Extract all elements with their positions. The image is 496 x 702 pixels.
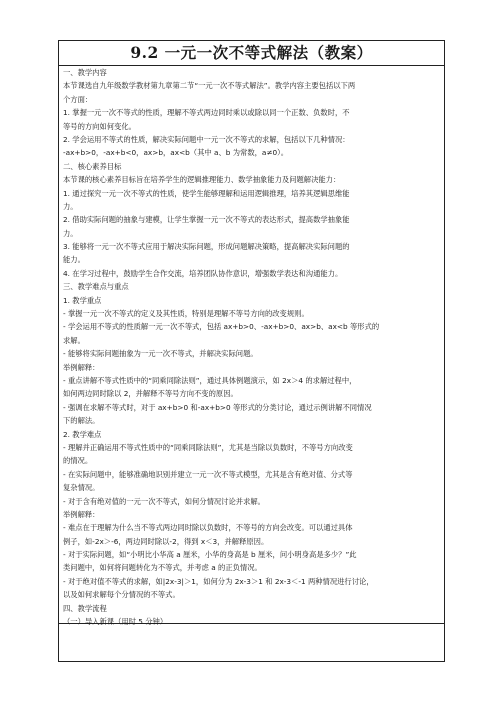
- text-line: - 对于含有绝对值的一元一次不等式，如何分情况讨论并求解。: [63, 496, 265, 506]
- text-line: 本节课的核心素养目标旨在培养学生的逻辑推理能力、数学抽象能力及问题解决能力：: [63, 175, 341, 185]
- text-line: - 难点在于理解为什么当不等式两边同时除以负数时，不等号的方向会改变。可以通过具体: [63, 523, 353, 533]
- document-title: 9.2 一元一次不等式解法（教案）: [130, 43, 373, 62]
- text-line: 举例解释：: [63, 509, 100, 519]
- text-line: 二、核心素养目标: [63, 161, 122, 171]
- text-line: 个方面：: [63, 94, 93, 104]
- text-line: 如何两边同时除以 2，并解释不等号方向不变的原因。: [63, 389, 238, 399]
- text-line: - 对于实际问题，如“小明比小华高 a 厘米，小华的身高是 b 厘米，问小明身高是多少？”此: [63, 550, 357, 560]
- text-line: - 学会运用不等式的性质解一元一次不等式，包括 ax+b>0、-ax+b>0、ax>b、ax<b 等形式的: [63, 322, 380, 332]
- text-line: 求解。: [63, 335, 85, 345]
- text-line: - 重点讲解不等式性质中的“同乘同除法则”，通过具体例题演示，如 2x＞4 的求解过程中，: [63, 375, 357, 385]
- text-line: - 理解并正确运用不等式性质中的“同乘同除法则”，尤其是当除以负数时，不等号方向改变: [63, 442, 353, 452]
- text-line: 1. 教学重点: [63, 295, 102, 305]
- body-cell: [61, 66, 442, 661]
- text-line: 4. 在学习过程中，鼓励学生合作交流，培养团队协作意识，增强数学表达和沟通能力。: [63, 268, 343, 278]
- text-line: 的情况。: [63, 456, 93, 466]
- text-line: - 能够将实际问题抽象为一元一次不等式，并解决实际问题。: [63, 349, 258, 359]
- text-line: 以及如何求解每个分情况的不等式。: [63, 590, 180, 600]
- text-line: 下的解法。: [63, 416, 100, 426]
- text-line: - 掌握一元一次不等式的定义及其性质，特别是理解不等号方向的改变规则。: [63, 309, 309, 319]
- text-line: 1. 通过探究一元一次不等式的性质，使学生能够理解和运用逻辑推理，培养其逻辑思维能: [63, 188, 350, 198]
- lesson-plan-table: [58, 40, 445, 662]
- text-line: 四、教学流程: [63, 603, 107, 613]
- text-line: 2. 学会运用不等式的性质，解决实际问题中一元一次不等式的求解，包括以下几种情况：: [63, 134, 350, 144]
- text-line: -ax+b>0，-ax+b<0，ax>b，ax<b（其中 a、b 为常数，a≠0）。: [63, 148, 289, 158]
- text-line: 能力。: [63, 255, 85, 265]
- text-line: - 在实际问题中，能够准确地识别并建立一元一次不等式模型，尤其是含有绝对值、分式等: [63, 469, 353, 479]
- text-line: 类问题中，如何将问题转化为不等式，并考虑 a 的正负情况。: [63, 563, 262, 573]
- text-line: 3. 能够将一元一次不等式应用于解决实际问题，形成问题解决策略，提高解决实际问题的: [63, 242, 350, 252]
- text-line: - 对于绝对值不等式的求解，如|2x-3|＞1，如何分为 2x-3＞1 和 2x-3＜-1 两种情况进行讨论，: [63, 576, 374, 586]
- text-line: 三、教学难点与重点: [63, 282, 129, 292]
- text-line: 力。: [63, 228, 78, 238]
- text-line: （一）导入新课（用时 5 分钟）: [63, 617, 168, 627]
- text-line: 1. 掌握一元一次不等式的性质，理解不等式两边同时乘以或除以同一个正数、负数时，不: [63, 108, 350, 118]
- text-line: 一、教学内容: [63, 68, 107, 77]
- text-line: 等号的方向如何变化。: [63, 121, 136, 131]
- text-line: 举例解释：: [63, 362, 100, 372]
- title-cell: [59, 41, 444, 66]
- text-line: 力。: [63, 201, 78, 211]
- text-line: - 强调在求解不等式时，对于 ax+b>0 和-ax+b>0 等形式的分类讨论，通过示例讲解不同情况: [63, 402, 372, 412]
- text-line: 复杂情况。: [63, 483, 100, 493]
- text-line: 2. 借助实际问题的抽象与建模，让学生掌握一元一次不等式的表达形式，提高数学抽象能: [63, 215, 350, 225]
- text-line: 例子，如-2x＞-6，两边同时除以-2，得到 x＜3，并解释原因。: [63, 536, 269, 546]
- text-line: 2. 教学难点: [63, 429, 102, 439]
- text-line: 本节课选自九年级数学教材第九章第二节“一元一次不等式解法”。教学内容主要包括以下两: [63, 81, 356, 91]
